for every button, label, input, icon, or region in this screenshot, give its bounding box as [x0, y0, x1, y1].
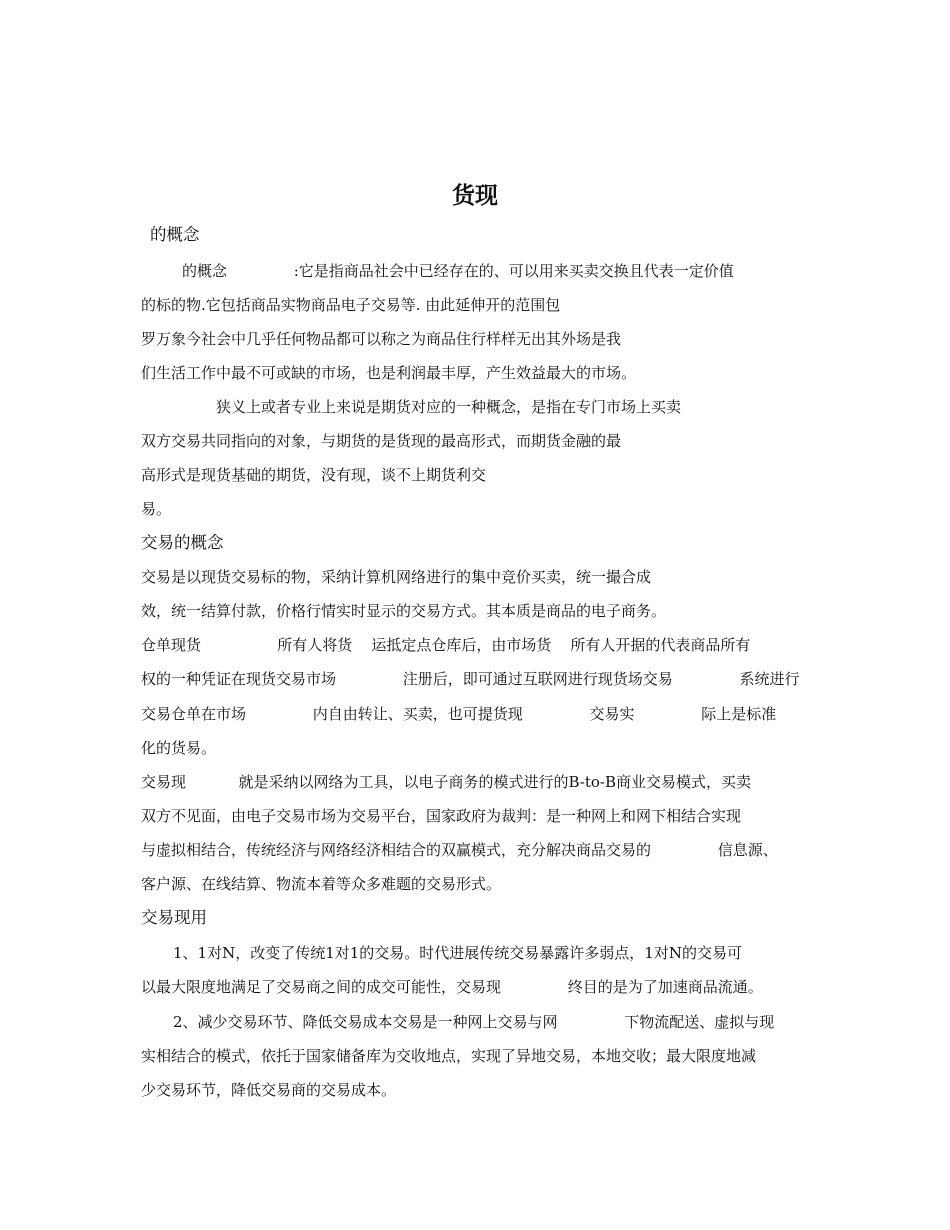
paragraph-line: 高形式是现货基础的期货，没有现，谈不上期货利交	[141, 466, 487, 484]
paragraph-line: 少交易环节，降低交易商的交易成本。	[141, 1081, 397, 1099]
paragraph-line: 的标的物.它包括商品实物商品电子交易等. 由此延伸开的范围包	[141, 296, 561, 314]
paragraph-line: 交易现 就是采纳以网络为工具，以电子商务的模式进行的B-to-B商业交易模式，买卖	[141, 773, 751, 791]
paragraph-line: 双方交易共同指向的对象，与期货的是货现的最高形式，而期货金融的最	[141, 432, 622, 450]
paragraph-line: 们生活工作中最不可或缺的市场，也是利润最丰厚，产生效益最大的市场。	[141, 364, 637, 382]
paragraph-line: 的概念 :它是指商品社会中已经存在的、可以用来买卖交换且代表一定价值	[182, 262, 734, 280]
section-heading-role: 交易现用	[141, 908, 207, 927]
page-title: 货现	[452, 182, 498, 209]
paragraph-line: 实相结合的模式，依托于国家储备库为交收地点，实现了异地交易，本地交收；最大限度地减	[141, 1047, 757, 1065]
section-heading-concept: 的概念	[150, 225, 200, 244]
paragraph-line: 化的货易。	[141, 739, 217, 757]
paragraph-line: 以最大限度地满足了交易商之间的成交可能性，交易现 终目的是为了加速商品流通。	[141, 978, 763, 996]
paragraph-line: 易。	[141, 500, 172, 518]
paragraph-line: 狭义上或者专业上来说是期货对应的一种概念，是指在专门市场上买卖	[216, 398, 682, 416]
paragraph-line: 交易仓单在市场 内自由转让、买卖，也可提货现 交易实 际上是标准	[141, 705, 777, 723]
paragraph-line: 权的一种凭证在现货交易市场 注册后，即可通过互联网进行现货场交易 系统进行	[141, 670, 800, 688]
paragraph-line: 罗万象今社会中几乎任何物品都可以称之为商品住行样样无出其外场是我	[141, 330, 622, 348]
section-heading-trading-concept: 交易的概念	[141, 533, 224, 552]
paragraph-line: 与虚拟相结合，传统经济与网络经济相结合的双赢模式，充分解决商品交易的 信息源、	[141, 841, 778, 859]
paragraph-line: 双方不见面，由电子交易市场为交易平台，国家政府为裁判：是一种网上和网下相结合实现	[141, 807, 742, 825]
paragraph-line: 1、1对N，改变了传统1对1的交易。时代进展传统交易暴露许多弱点，1对N的交易可	[173, 944, 742, 962]
paragraph-line: 仓单现货 所有人将货 运抵定点仓库后，由市场货 所有人开据的代表商品所有	[141, 636, 751, 654]
paragraph-line: 交易是以现货交易标的物，采纳计算机网络进行的集中竞价买卖，统一撮合成	[141, 568, 652, 586]
paragraph-line: 客户源、在线结算、物流本着等众多难题的交易形式。	[141, 875, 502, 893]
paragraph-line: 效，统一结算付款，价格行情实时显示的交易方式。其本质是商品的电子商务。	[141, 602, 667, 620]
paragraph-line: 2、减少交易环节、降低交易成本交易是一种网上交易与网 下物流配送、虚拟与现	[173, 1013, 775, 1031]
